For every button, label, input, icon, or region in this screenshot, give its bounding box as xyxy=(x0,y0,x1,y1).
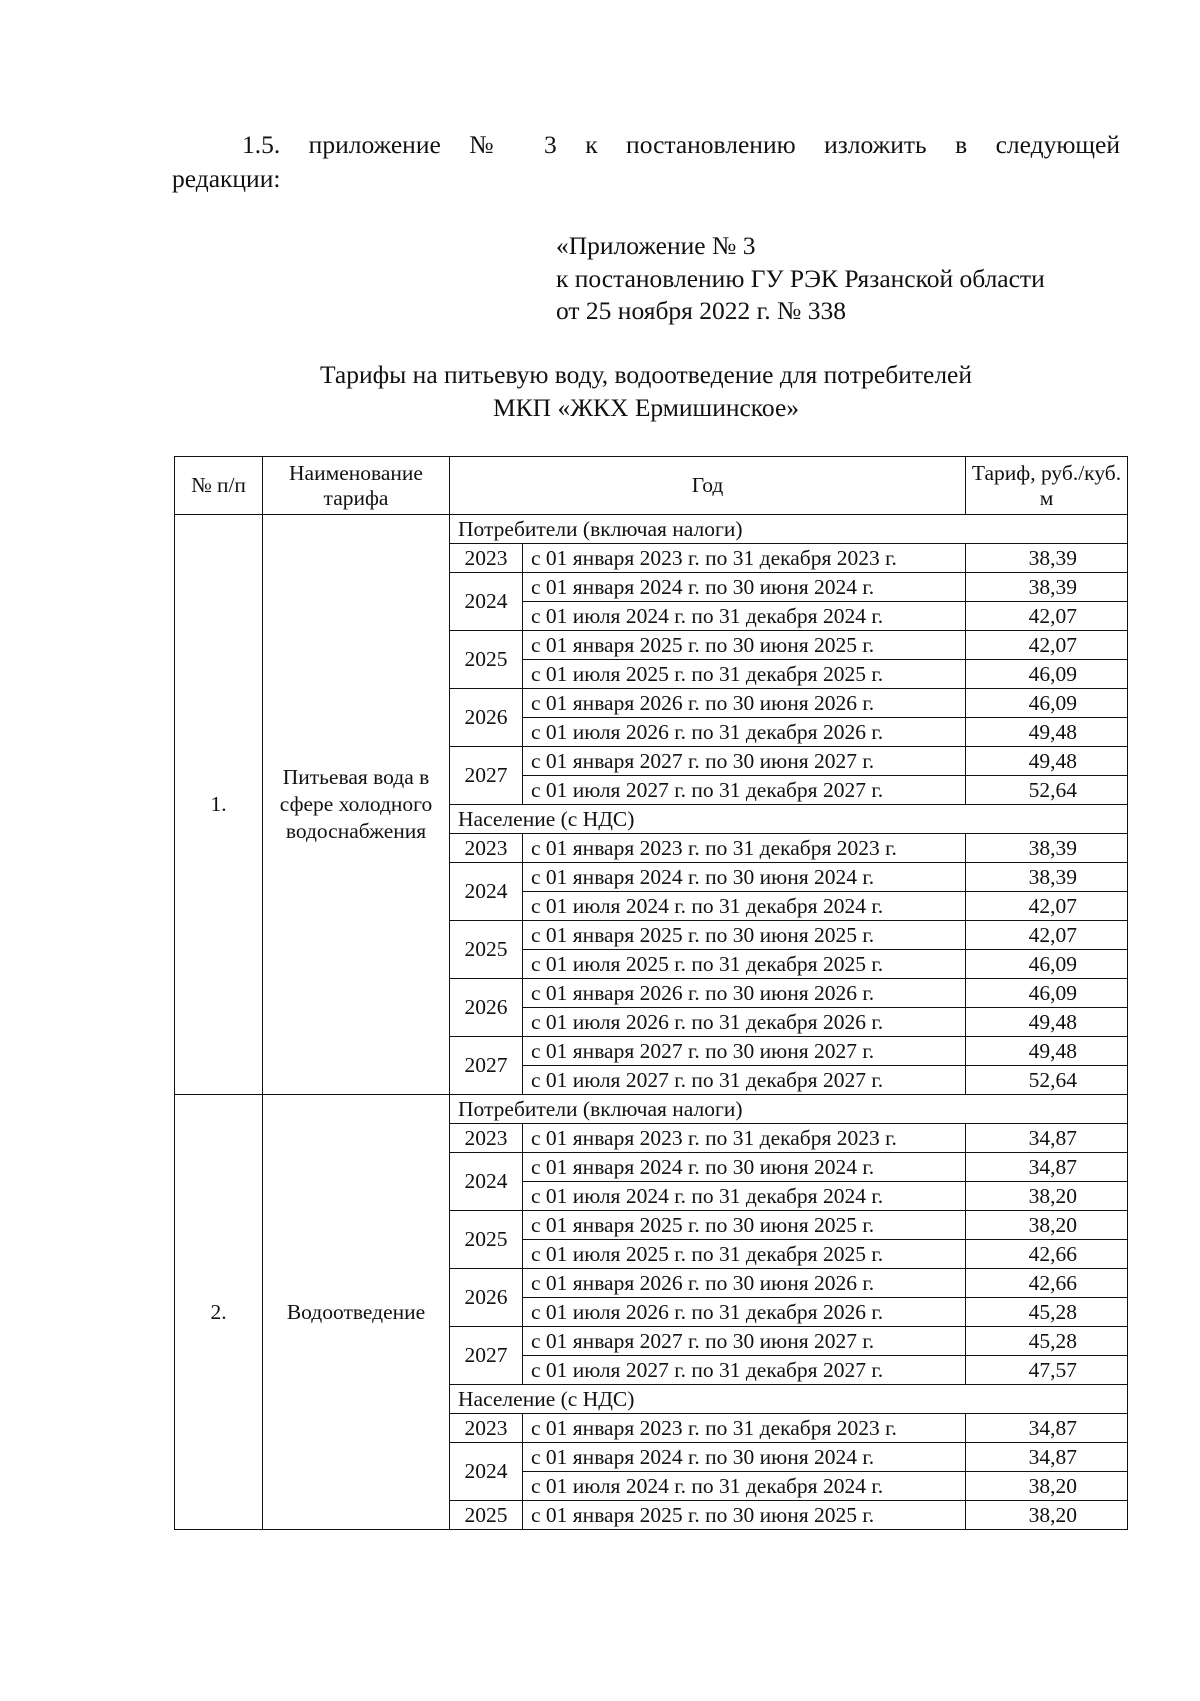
tariff-value: 34,87 xyxy=(966,1443,1128,1472)
year-cell: 2023 xyxy=(450,834,523,863)
tariff-value: 52,64 xyxy=(966,776,1128,805)
period-cell: с 01 января 2026 г. по 30 июня 2026 г. xyxy=(523,689,966,718)
period-cell: с 01 января 2027 г. по 30 июня 2027 г. xyxy=(523,1037,966,1066)
period-cell: с 01 июля 2026 г. по 31 декабря 2026 г. xyxy=(523,1298,966,1327)
year-cell: 2024 xyxy=(450,1443,523,1501)
period-cell: с 01 июля 2027 г. по 31 декабря 2027 г. xyxy=(523,1066,966,1095)
year-cell: 2024 xyxy=(450,863,523,921)
tariff-value: 34,87 xyxy=(966,1124,1128,1153)
period-cell: с 01 января 2023 г. по 31 декабря 2023 г. xyxy=(523,1414,966,1443)
table-body xyxy=(175,515,1128,1530)
group-row xyxy=(175,1095,1128,1124)
appendix-line-2: к постановлению ГУ РЭК Рязанской области xyxy=(556,263,1045,293)
tariff-value: 42,07 xyxy=(966,631,1128,660)
period-cell: с 01 января 2025 г. по 30 июня 2025 г. xyxy=(523,1211,966,1240)
year-cell: 2026 xyxy=(450,1269,523,1327)
intro-line-1: 1.5. приложение № 3 к постановлению изложить в следующей xyxy=(242,130,1120,159)
year-cell: 2025 xyxy=(450,631,523,689)
period-cell: с 01 января 2024 г. по 30 июня 2024 г. xyxy=(523,1443,966,1472)
year-cell: 2024 xyxy=(450,1153,523,1211)
tariff-value: 47,57 xyxy=(966,1356,1128,1385)
tariff-name: Водоотведение xyxy=(263,1095,450,1530)
period-cell: с 01 июля 2026 г. по 31 декабря 2026 г. xyxy=(523,718,966,747)
consumer-group-label: Население (с НДС) xyxy=(450,1385,1128,1414)
period-cell: с 01 июля 2025 г. по 31 декабря 2025 г. xyxy=(523,1240,966,1269)
period-cell: с 01 января 2024 г. по 30 июня 2024 г. xyxy=(523,863,966,892)
tariff-table xyxy=(174,456,1128,1530)
tariff-value: 42,66 xyxy=(966,1269,1128,1298)
tariff-value: 38,20 xyxy=(966,1211,1128,1240)
period-cell: с 01 июля 2024 г. по 31 декабря 2024 г. xyxy=(523,892,966,921)
appendix-line-1: «Приложение № 3 xyxy=(556,231,756,260)
tariff-value: 49,48 xyxy=(966,747,1128,776)
intro-line-2: редакции: xyxy=(172,164,281,193)
period-cell: с 01 июля 2024 г. по 31 декабря 2024 г. xyxy=(523,1182,966,1211)
consumer-group-label: Потребители (включая налоги) xyxy=(450,515,1128,544)
intro-paragraph xyxy=(172,128,1120,196)
tariff-value: 46,09 xyxy=(966,689,1128,718)
period-cell: с 01 января 2025 г. по 30 июня 2025 г. xyxy=(523,1501,966,1530)
tariff-value: 38,20 xyxy=(966,1501,1128,1530)
year-cell: 2026 xyxy=(450,689,523,747)
tariff-value: 38,20 xyxy=(966,1472,1128,1501)
year-cell: 2027 xyxy=(450,747,523,805)
period-cell: с 01 января 2026 г. по 30 июня 2026 г. xyxy=(523,979,966,1008)
tariff-value: 38,39 xyxy=(966,834,1128,863)
consumer-group-label: Население (с НДС) xyxy=(450,805,1128,834)
year-cell: 2023 xyxy=(450,1124,523,1153)
tariff-value: 49,48 xyxy=(966,1037,1128,1066)
year-cell: 2024 xyxy=(450,573,523,631)
year-cell: 2023 xyxy=(450,1414,523,1443)
period-cell: с 01 января 2025 г. по 30 июня 2025 г. xyxy=(523,921,966,950)
header-tariff: Тариф, руб./куб. м xyxy=(966,457,1128,515)
appendix-line-3: от 25 ноября 2022 г. № 338 xyxy=(556,296,846,325)
tariff-value: 34,87 xyxy=(966,1153,1128,1182)
document-title xyxy=(172,358,1120,424)
year-cell: 2025 xyxy=(450,921,523,979)
period-cell: с 01 января 2023 г. по 31 декабря 2023 г. xyxy=(523,544,966,573)
tariff-value: 42,07 xyxy=(966,921,1128,950)
group-row xyxy=(175,515,1128,544)
year-cell: 2023 xyxy=(450,544,523,573)
period-cell: с 01 января 2024 г. по 30 июня 2024 г. xyxy=(523,573,966,602)
header-name: Наименование тарифа xyxy=(263,457,450,515)
year-cell: 2026 xyxy=(450,979,523,1037)
period-cell: с 01 июля 2025 г. по 31 декабря 2025 г. xyxy=(523,660,966,689)
row-number: 1. xyxy=(175,515,263,1095)
tariff-value: 49,48 xyxy=(966,1008,1128,1037)
row-number: 2. xyxy=(175,1095,263,1530)
year-cell: 2025 xyxy=(450,1211,523,1269)
tariff-value: 38,39 xyxy=(966,573,1128,602)
tariff-name: Питьевая вода в сфере холодного водоснабжения xyxy=(263,515,450,1095)
period-cell: с 01 июля 2026 г. по 31 декабря 2026 г. xyxy=(523,1008,966,1037)
period-cell: с 01 июля 2024 г. по 31 декабря 2024 г. xyxy=(523,1472,966,1501)
tariff-value: 42,07 xyxy=(966,892,1128,921)
tariff-value: 38,39 xyxy=(966,863,1128,892)
year-cell: 2027 xyxy=(450,1037,523,1095)
tariff-value: 34,87 xyxy=(966,1414,1128,1443)
period-cell: с 01 января 2027 г. по 30 июня 2027 г. xyxy=(523,1327,966,1356)
tariff-value: 38,39 xyxy=(966,544,1128,573)
period-cell: с 01 января 2026 г. по 30 июня 2026 г. xyxy=(523,1269,966,1298)
table-header-row xyxy=(175,457,1128,515)
year-cell: 2025 xyxy=(450,1501,523,1530)
period-cell: с 01 января 2023 г. по 31 декабря 2023 г. xyxy=(523,834,966,863)
tariff-value: 38,20 xyxy=(966,1182,1128,1211)
period-cell: с 01 января 2024 г. по 30 июня 2024 г. xyxy=(523,1153,966,1182)
tariff-value: 45,28 xyxy=(966,1298,1128,1327)
tariff-value: 46,09 xyxy=(966,950,1128,979)
consumer-group-label: Потребители (включая налоги) xyxy=(450,1095,1128,1124)
tariff-value: 45,28 xyxy=(966,1327,1128,1356)
appendix-header xyxy=(556,230,1045,328)
tariff-value: 46,09 xyxy=(966,660,1128,689)
tariff-value: 46,09 xyxy=(966,979,1128,1008)
tariff-value: 52,64 xyxy=(966,1066,1128,1095)
period-cell: с 01 июля 2027 г. по 31 декабря 2027 г. xyxy=(523,776,966,805)
period-cell: с 01 января 2027 г. по 30 июня 2027 г. xyxy=(523,747,966,776)
tariff-value: 42,66 xyxy=(966,1240,1128,1269)
title-line-2: МКП «ЖКХ Ермишинское» xyxy=(492,393,800,422)
tariff-value: 49,48 xyxy=(966,718,1128,747)
period-cell: с 01 июля 2025 г. по 31 декабря 2025 г. xyxy=(523,950,966,979)
period-cell: с 01 июля 2027 г. по 31 декабря 2027 г. xyxy=(523,1356,966,1385)
tariff-value: 42,07 xyxy=(966,602,1128,631)
period-cell: с 01 января 2025 г. по 30 июня 2025 г. xyxy=(523,631,966,660)
header-year: Год xyxy=(450,457,966,515)
period-cell: с 01 июля 2024 г. по 31 декабря 2024 г. xyxy=(523,602,966,631)
title-line-1: Тарифы на питьевую воду, водоотведение для потребителей xyxy=(319,360,973,389)
period-cell: с 01 января 2023 г. по 31 декабря 2023 г. xyxy=(523,1124,966,1153)
header-num: № п/п xyxy=(175,457,263,515)
year-cell: 2027 xyxy=(450,1327,523,1385)
